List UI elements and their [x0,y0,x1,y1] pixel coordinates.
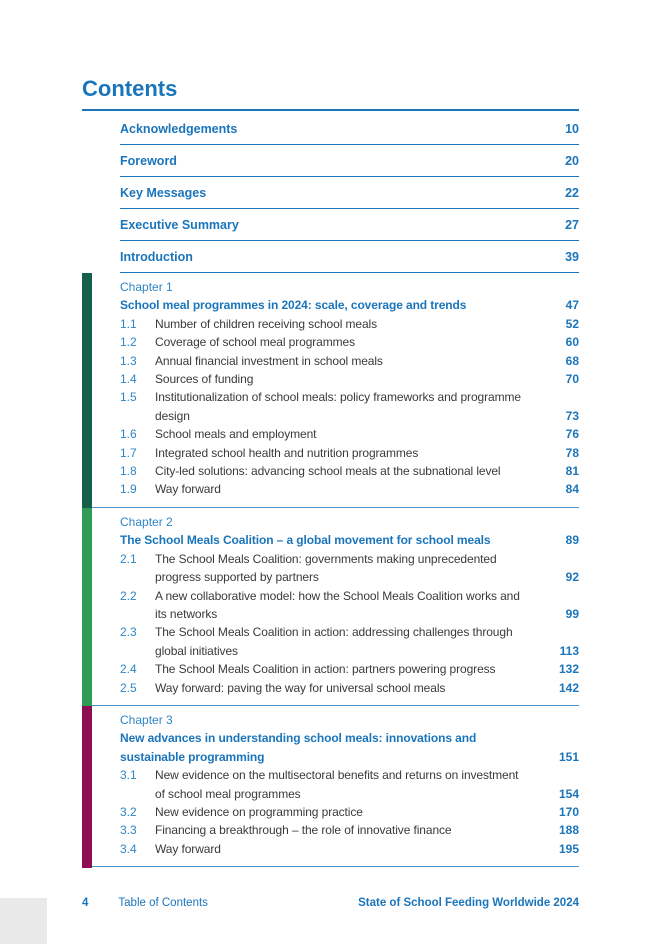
toc-entry-label: Key Messages [120,186,207,200]
subentry-number: 1.9 [120,482,137,497]
toc-subentry [120,821,579,839]
toc-entry-label: Foreword [120,154,177,168]
subentry-page: 60 [565,335,579,350]
chapter-color-bar [82,273,92,508]
subentry-title-line: design [155,408,190,423]
subentry-title [155,333,558,351]
content-column [82,76,579,867]
toc-subentry [120,370,579,388]
subentry-number: 3.3 [120,823,137,838]
page-footer [82,897,579,909]
subentry-title-line: The School Meals Coalition: governments making unprecedented [155,551,497,566]
subentry-page: 73 [565,408,579,423]
subentry-page: 188 [558,823,579,838]
toc-entry-label: Executive Summary [120,218,239,232]
footer-section-label: Table of Contents [118,897,208,909]
toc-subentry [120,840,579,858]
subentry-title-line: Coverage of school meal programmes [155,335,356,350]
subentry-page: 113 [559,643,579,658]
toc-subentry [120,462,579,480]
subentry-number: 1.3 [120,353,137,368]
chapter-title-line: School meal programmes in 2024: scale, coverage and trends [120,298,467,313]
subentry-page: 70 [565,372,579,387]
chapter-label: Chapter 2 [120,514,173,529]
toc-entry-page: 20 [565,154,579,168]
chapter-label: Chapter 3 [120,712,173,727]
subentry-number: 2.4 [120,662,137,677]
front-matter-list [120,122,579,273]
subentry-number: 1.8 [120,464,137,479]
toc-entry [120,122,579,145]
chapter-title-row [120,531,579,549]
subentry-number: 1.1 [120,316,137,331]
subentry-page: 99 [565,606,579,621]
subentry-title-line: New evidence on the multisectoral benefits and returns on investment [155,768,519,783]
subentry-title [155,623,552,660]
subentry-page: 142 [558,680,579,695]
chapter-title-row [120,296,579,314]
toc-subentry [120,679,579,697]
chapter-block-3 [82,706,579,867]
chapter-color-bar [82,508,92,707]
chapters-list [82,273,579,867]
subentry-number: 1.6 [120,427,137,442]
toc-subentry [120,425,579,443]
toc-subentry [120,803,579,821]
subentry-page: 78 [565,445,579,460]
subentry-number: 1.4 [120,372,137,387]
subentry-page: 195 [558,841,579,856]
subentry-title [155,462,558,480]
subentry-page: 170 [558,804,579,819]
toc-entry [120,250,579,273]
subentry-page: 52 [565,316,579,331]
subentry-page: 132 [558,662,579,677]
subentry-title-line: Annual financial investment in school meals [155,353,383,368]
subentry-number: 1.7 [120,445,137,460]
subentry-title [155,370,558,388]
chapter-title-line: New advances in understanding school meals: innovations and [120,731,477,746]
subentry-number: 3.2 [120,804,137,819]
subentry-title-line: Financing a breakthrough – the role of innovative finance [155,823,452,838]
subentry-title-line: Number of children receiving school meals [155,316,378,331]
toc-entry-page: 10 [565,122,579,136]
subentry-number: 2.5 [120,680,137,695]
chapter-label: Chapter 1 [120,280,173,294]
chapter-page: 151 [558,749,579,764]
chapter-color-bar [82,706,92,868]
subentry-title [155,821,551,839]
subentry-number: 1.5 [120,390,137,405]
subentry-title-line: The School Meals Coalition in action: addressing challenges through [155,625,513,640]
subentry-title-line: New evidence on programming practice [155,804,363,819]
page-title: Contents [82,76,178,101]
toc-subentry [120,388,579,425]
toc-entry [120,218,579,241]
subentry-page: 68 [565,353,579,368]
subentry-page: 84 [565,482,579,497]
toc-subentry [120,766,579,803]
toc-entry-label: Acknowledgements [120,122,238,136]
subentry-title-line: global initiatives [155,643,238,658]
chapter-page: 89 [565,533,579,548]
subentry-page: 81 [565,464,579,479]
chapter-block-2 [82,508,579,706]
toc-entry-page: 27 [565,218,579,232]
subentry-title-line: City-led solutions: advancing school meals at the subnational level [155,464,501,479]
toc-subentry [120,480,579,498]
subentry-title [155,587,558,624]
subentry-title [155,660,551,678]
toc-subentry [120,352,579,370]
toc-subentry [120,444,579,462]
subentry-title [155,388,558,425]
toc-entry [120,186,579,209]
subentry-title [155,803,551,821]
subentry-title-line: Institutionalization of school meals: policy frameworks and programme [155,390,521,405]
subentry-title [155,352,558,370]
toc-entry-page: 39 [565,250,579,264]
chapter-page: 47 [565,298,579,313]
chapter-block-1 [82,273,579,508]
toc-entry-label: Introduction [120,250,193,264]
subentry-title [155,766,551,803]
subentry-title-line: Integrated school health and nutrition programmes [155,445,419,460]
subentry-title-line: Way forward: paving the way for universal school meals [155,680,446,695]
toc-subentry [120,660,579,678]
chapter-title-row [120,729,579,766]
subentry-title-line: The School Meals Coalition in action: partners powering progress [155,662,496,677]
subentry-title-line: progress supported by partners [155,570,319,585]
toc-subentry [120,550,579,587]
chapter-title [120,296,558,314]
subentry-title [155,480,558,498]
chapter-title-line: sustainable programming [120,749,265,764]
subentry-title-line: School meals and employment [155,427,317,442]
subentry-title-line: its networks [155,606,218,621]
chapter-title [120,531,558,549]
subentry-title-line: Way forward [155,482,221,497]
subentry-page: 92 [565,570,579,585]
subentry-number: 2.2 [120,588,137,603]
subentry-number: 3.1 [120,768,137,783]
toc-subentry [120,623,579,660]
subentry-title [155,315,558,333]
subentry-title [155,444,558,462]
chapter-title-line: The School Meals Coalition – a global movement for school meals [120,533,491,548]
subentry-title-line: Way forward [155,841,221,856]
toc-subentry [120,587,579,624]
subentry-page: 154 [558,786,579,801]
toc-subentry [120,315,579,333]
corner-gray-block [0,898,47,944]
subentry-title-line: Sources of funding [155,372,254,387]
subentry-number: 3.4 [120,841,137,856]
toc-entry-page: 22 [565,186,579,200]
title-rule [82,109,579,111]
chapter-title [120,729,551,766]
toc-subentry [120,333,579,351]
subentry-title [155,550,558,587]
subentry-title [155,840,551,858]
subentry-title-line: A new collaborative model: how the School Meals Coalition works and [155,588,520,603]
subentry-number: 2.3 [120,625,137,640]
subentry-number: 1.2 [120,335,137,350]
subentry-title-line: of school meal programmes [155,786,301,801]
subentry-number: 2.1 [120,551,137,566]
toc-entry [120,154,579,177]
subentry-title [155,679,551,697]
subentry-title [155,425,558,443]
footer-document-title: State of School Feeding Worldwide 2024 [358,897,579,909]
subentry-page: 76 [565,427,579,442]
footer-page-number: 4 [82,897,89,909]
